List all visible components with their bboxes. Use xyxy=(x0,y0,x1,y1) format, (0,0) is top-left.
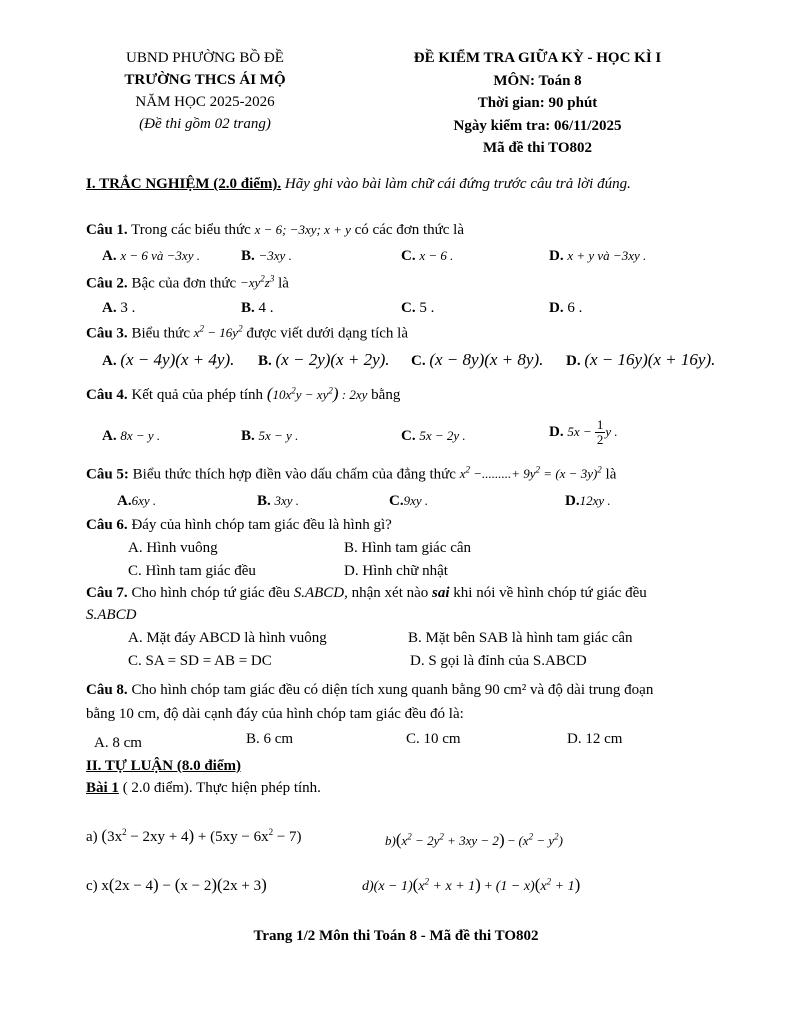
q8-text: Cho hình chóp tam giác đều có diện tích xung quanh bằng 90 cm² và độ dài trung đoạn xyxy=(127,682,654,698)
question-8 xyxy=(86,682,653,699)
header-left-line4: (Đề thi gồm 02 trang) xyxy=(139,116,271,132)
bai1-heading xyxy=(86,780,321,797)
q7-option-c: C. SA = SD = AB = DC xyxy=(128,653,272,669)
q5-expr: $x^2$ −.........+ $9y^2 = (x - 3y)^2$ xyxy=(459,465,602,482)
page-footer: Trang 1/2 Môn thi Toán 8 - Mã đề thi TO802 xyxy=(253,928,539,944)
q7-line2: S.ABCD xyxy=(86,607,137,623)
q6-option-d: D. Hình chữ nhật xyxy=(344,563,448,579)
q1-label: Câu 1. xyxy=(86,222,128,238)
q8-option-b: B. 6 cm xyxy=(246,731,294,747)
q3-text: Biểu thức xyxy=(127,325,194,342)
q3-expr: $x^2 - 16y^2$ xyxy=(193,324,243,341)
q1-option-a: A. x − 6 và −3xy . xyxy=(102,248,200,264)
question-1 xyxy=(86,222,464,239)
q7-option-d: D. S gọi là đỉnh của S.ABCD xyxy=(410,653,587,669)
header-left-line3: NĂM HỌC 2025-2026 xyxy=(135,94,275,110)
q3-label: Câu 3. xyxy=(86,325,128,342)
question-2 xyxy=(86,274,289,292)
q5-option-d: D.12xy . xyxy=(565,493,611,509)
header-left-line2: TRƯỜNG THCS ÁI MỘ xyxy=(124,72,286,88)
q2-expr: $-xy^2z^3$ xyxy=(239,274,275,291)
bai1-part-a: a) $(3x^2 - 2xy + 4) + (5xy - 6x^2 - 7)$ xyxy=(86,826,302,845)
q2-option-c: C. 5 . xyxy=(401,300,435,316)
section1-instruction: Hãy ghi vào bài làm chữ cái đứng trước câu trả lời đúng. xyxy=(281,176,631,192)
q5-label: Câu 5: xyxy=(86,466,129,483)
exam-header xyxy=(375,47,700,160)
header-right-line1: ĐỀ KIỂM TRA GIỮA KỲ - HỌC KÌ I xyxy=(413,50,662,66)
q1-tail: có các đơn thức là xyxy=(350,222,464,238)
header-left-line1: UBND PHƯỜNG BỒ ĐỀ xyxy=(126,50,284,66)
q4-option-a: A. 8x − y . xyxy=(102,428,161,444)
question-5 xyxy=(86,465,616,483)
q5-option-b: B. 3xy . xyxy=(257,493,300,509)
header-right-line5: Mã đề thi TO802 xyxy=(482,140,593,156)
q3-option-b: B. (x − 2y)(x + 2y). xyxy=(258,350,390,369)
q1-option-d: D. x + y và −3xy . xyxy=(549,248,647,264)
header-right-line2: MÔN: Toán 8 xyxy=(493,72,582,89)
bai1-label: Bài 1 xyxy=(86,780,119,796)
q5-option-c: C.9xy . xyxy=(389,493,429,509)
q4-tail: bằng xyxy=(367,387,401,403)
bai1-part-b: $b)(x^2 - 2y^2 + 3xy - 2) - (x^2 - y^2)$ xyxy=(385,830,563,849)
section1-heading xyxy=(86,176,631,193)
q8-option-c: C. 10 cm xyxy=(406,731,461,747)
question-4 xyxy=(86,384,400,404)
question-3 xyxy=(86,324,408,342)
header-right-line4: Ngày kiểm tra: 06/11/2025 xyxy=(453,117,622,134)
q8-option-a: A. 8 cm xyxy=(94,735,142,751)
q6-text: Đáy của hình chóp tam giác đều là hình gì? xyxy=(127,517,392,533)
q1-expr: x − 6; −3xy; x + y xyxy=(254,222,351,237)
q7-text: Cho hình chóp tứ giác đều xyxy=(127,585,294,601)
school-header xyxy=(60,47,350,135)
q3-option-a: A. (x − 4y)(x + 4y). xyxy=(102,350,235,369)
question-7: Câu 7. Cho hình chóp tứ giác đều S.ABCD, nhận xét nào sai khi nói về hình chóp tứ giác đều xyxy=(86,585,647,601)
q4-text: Kết quả của phép tính xyxy=(127,387,267,403)
q2-option-a: A. 3 . xyxy=(102,300,136,316)
q2-label: Câu 2. xyxy=(86,275,128,292)
q3-option-c: C. (x − 8y)(x + 8y). xyxy=(411,350,544,369)
q3-tail: được viết dưới dạng tích là xyxy=(242,325,408,342)
header-right-line3: Thời gian: 90 phút xyxy=(477,95,598,111)
q8-option-d: D. 12 cm xyxy=(567,731,623,747)
q7-label: Câu 7. xyxy=(86,585,128,601)
q4-label: Câu 4. xyxy=(86,387,128,403)
q2-option-d: D. 6 . xyxy=(549,300,583,316)
q2-tail: là xyxy=(274,275,289,292)
bai1-part-d: $d)(x - 1)(x^2 + x + 1) + (1 - x)(x^2 + 1)$ xyxy=(362,875,581,894)
q7-option-a: A. Mặt đáy ABCD là hình vuông xyxy=(128,630,327,646)
q6-label: Câu 6. xyxy=(86,517,128,533)
q7-sai: sai xyxy=(432,585,450,601)
q3-option-d: D. (x − 16y)(x + 16y). xyxy=(566,350,716,369)
q1-text: Trong các biểu thức xyxy=(127,222,255,238)
question-6 xyxy=(86,517,392,534)
q7-option-b: B. Mặt bên SAB là hình tam giác cân xyxy=(408,630,633,646)
q1-option-c: C. x − 6 . xyxy=(401,248,454,264)
q8-label: Câu 8. xyxy=(86,682,128,698)
section1-title: I. TRẮC NGHIỆM (2.0 điểm). xyxy=(86,176,282,192)
q5-text: Biểu thức thích hợp điền vào dấu chấm của đẳng thức xyxy=(128,466,460,483)
q1-option-b: B. −3xy . xyxy=(241,248,292,264)
q2-text: Bậc của đơn thức xyxy=(127,275,240,292)
q8-line2: bằng 10 cm, độ dài cạnh đáy của hình chóp tam giác đều đó là: xyxy=(86,706,464,722)
bai1-part-c: c) x(2x − 4) − (x − 2)(2x + 3) xyxy=(86,875,267,894)
bai1-text: ( 2.0 điểm). Thực hiện phép tính. xyxy=(118,780,321,796)
q6-option-c: C. Hình tam giác đều xyxy=(128,563,256,579)
q4-expr: $(10x^2y - xy^2)$ : 2xy xyxy=(266,384,368,403)
q6-option-b: B. Hình tam giác cân xyxy=(344,540,472,556)
q2-option-b: B. 4 . xyxy=(241,300,274,316)
section2-title: II. TỰ LUẬN (8.0 điểm) xyxy=(86,758,242,774)
q5-option-a: A.6xy . xyxy=(117,493,157,509)
q6-option-a: A. Hình vuông xyxy=(128,540,218,556)
q5-tail: là xyxy=(601,466,617,483)
q4-option-d: D. 5x − $\frac{1}{2}$ y . xyxy=(549,417,618,447)
q4-option-c: C. 5x − 2y . xyxy=(401,428,466,444)
q4-option-b: B. 5x − y . xyxy=(241,428,299,444)
